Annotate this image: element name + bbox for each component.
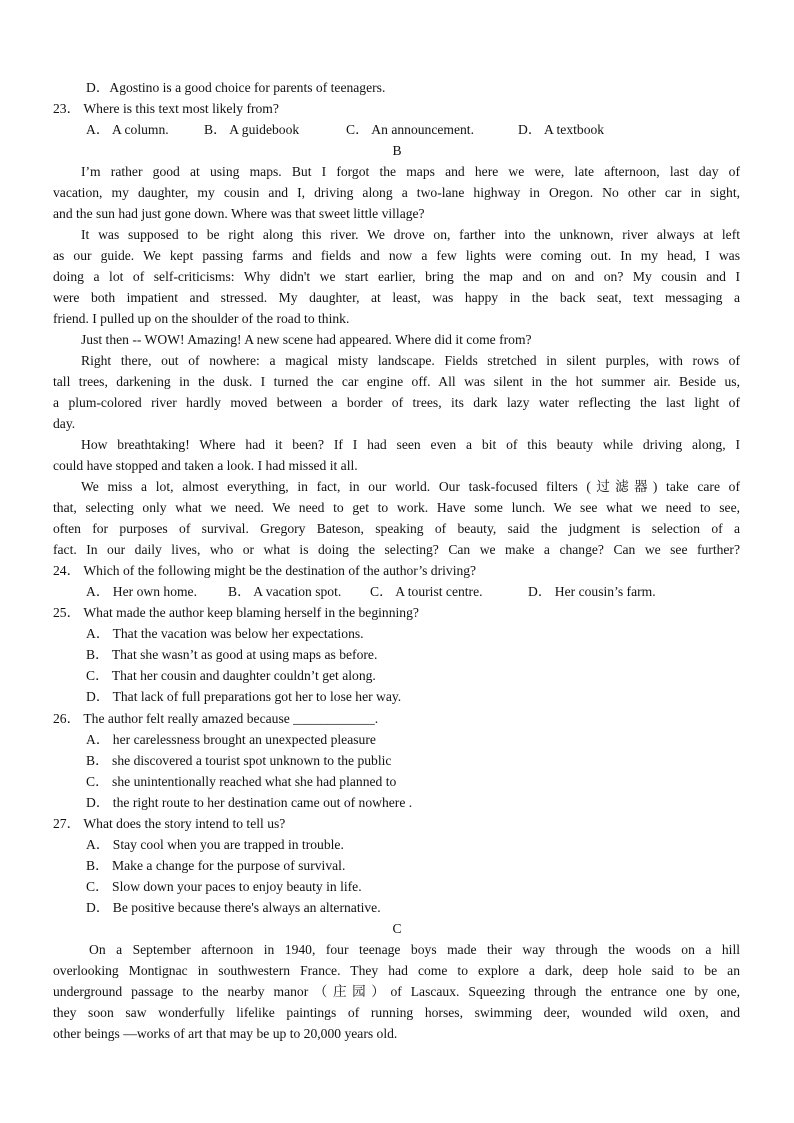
passage-b-line: a plum-colored river hardly moved between a border of trees, its dark lazy water reflecting the last light of bbox=[53, 395, 740, 410]
passage-b-line: were both impatient and stressed. My daughter, at least, was happy in the back seat, text messaging a bbox=[53, 290, 740, 305]
prev-option-d: D．Agostino is a good choice for parents of teenagers. bbox=[86, 80, 386, 95]
passage-c-line: other beings —works of art that may be up to 20,000 years old. bbox=[53, 1026, 398, 1041]
passage-b-line: friend. I pulled up on the shoulder of the road to think. bbox=[53, 311, 350, 326]
q26-option-a: A． her carelessness brought an unexpected pleasure bbox=[86, 732, 376, 747]
q23-option-a: A． A column. bbox=[86, 122, 169, 137]
passage-b-line: Just then -- WOW! Amazing! A new scene had appeared. Where did it come from? bbox=[81, 332, 532, 347]
passage-b-line: doing a lot of self-criticisms: Why didn't we start earlier, bring the map and on and on? My cousin and I bbox=[53, 269, 740, 284]
passage-b-line: It was supposed to be right along this river. We drove on, farther into the unknown, river always at left bbox=[81, 227, 740, 242]
q26-option-c: C． she unintentionally reached what she had planned to bbox=[86, 774, 397, 789]
q27-option-d: D． Be positive because there's always an alternative. bbox=[86, 900, 381, 915]
q26-option-b: B． she discovered a tourist spot unknown to the public bbox=[86, 753, 392, 768]
q25-option-c: C． That her cousin and daughter couldn’t get along. bbox=[86, 668, 376, 683]
q23-option-d: D． A textbook bbox=[518, 122, 605, 137]
q23-option-c: C． An announcement. bbox=[346, 122, 474, 137]
passage-c-line: underground passage to the nearby manor（庄园）of Lascaux. Squeezing through the entrance one by one, bbox=[53, 984, 740, 999]
question-25: 25． What made the author keep blaming herself in the beginning? bbox=[53, 605, 419, 620]
passage-c-line: overlooking Montignac in southwestern France. They had come to explore a dark, deep hole said to be an bbox=[53, 963, 740, 978]
section-c-heading: C bbox=[392, 921, 402, 936]
q24-option-c: C． A tourist centre. bbox=[370, 584, 483, 599]
passage-b-line: could have stopped and taken a look. I had missed it all. bbox=[53, 458, 358, 473]
question-27: 27． What does the story intend to tell us? bbox=[53, 816, 286, 831]
passage-b-line: We miss a lot, almost everything, in fact, in our world. Our task-focused filters (过滤器) take care of bbox=[81, 479, 740, 494]
q25-option-d: D． That lack of full preparations got her to lose her way. bbox=[86, 689, 402, 704]
passage-b-line: tall trees, darkening in the dusk. I turned the car engine off. All was silent in the hot summer air. Beside us, bbox=[53, 374, 740, 389]
passage-b-line: Right there, out of nowhere: a magical misty landscape. Fields stretched in silent purples, with rows of bbox=[81, 353, 740, 368]
q24-option-a: A． Her own home. bbox=[86, 584, 197, 599]
passage-b-line: How breathtaking! Where had it been? If I had seen even a bit of this beauty while driving along, I bbox=[81, 437, 740, 452]
passage-b-line: I’m rather good at using maps. But I forgot the maps and here we were, late afternoon, last day of bbox=[81, 164, 740, 179]
q24-option-d: D． Her cousin’s farm. bbox=[528, 584, 656, 599]
q26-option-d: D． the right route to her destination came out of nowhere . bbox=[86, 795, 413, 810]
passage-b-line: as our guide. We kept passing farms and fields and now a few lights were coming out. In my head, I was bbox=[53, 248, 740, 263]
q27-option-a: A． Stay cool when you are trapped in trouble. bbox=[86, 837, 344, 852]
question-26: 26． The author felt really amazed because ____________. bbox=[53, 711, 379, 726]
question-24: 24． Which of the following might be the destination of the author’s driving? bbox=[53, 563, 477, 578]
passage-b-line: day. bbox=[53, 416, 76, 431]
q25-option-a: A． That the vacation was below her expectations. bbox=[86, 626, 364, 641]
passage-b-line: that, selecting only what we need. We need to get to work. Have some lunch. We see what we need to see, bbox=[53, 500, 740, 515]
q24-option-b: B． A vacation spot. bbox=[228, 584, 342, 599]
q23-option-b: B． A guidebook bbox=[204, 122, 300, 137]
q27-option-c: C． Slow down your paces to enjoy beauty in life. bbox=[86, 879, 362, 894]
q25-option-b: B． That she wasn’t as good at using maps as before. bbox=[86, 647, 378, 662]
passage-b-line: and the sun had just gone down. Where was that sweet little village? bbox=[53, 206, 425, 221]
q27-option-b: B． Make a change for the purpose of survival. bbox=[86, 858, 346, 873]
question-23-options bbox=[86, 119, 604, 140]
passage-b-line: fact. In our daily lives, who or what is doing the selecting? Can we make a change? Can we see further? bbox=[53, 542, 740, 557]
passage-b-line: vacation, my daughter, my cousin and I, driving along a two-lane highway in Oregon. No other car in sight, bbox=[53, 185, 740, 200]
passage-b-line: often for purposes of survival. Gregory Bateson, speaking of beauty, said the judgment is selection of a bbox=[53, 521, 740, 536]
question-23: 23． Where is this text most likely from? bbox=[53, 101, 279, 116]
question-24-options bbox=[86, 581, 656, 602]
passage-c-line: On a September afternoon in 1940, four teenage boys made their way through the woods on a hill bbox=[89, 942, 740, 957]
passage-c-line: they soon saw wonderfully lifelike paintings of running horses, swimming deer, wounded wild oxen, and bbox=[53, 1005, 740, 1020]
section-b-heading: B bbox=[392, 143, 402, 158]
